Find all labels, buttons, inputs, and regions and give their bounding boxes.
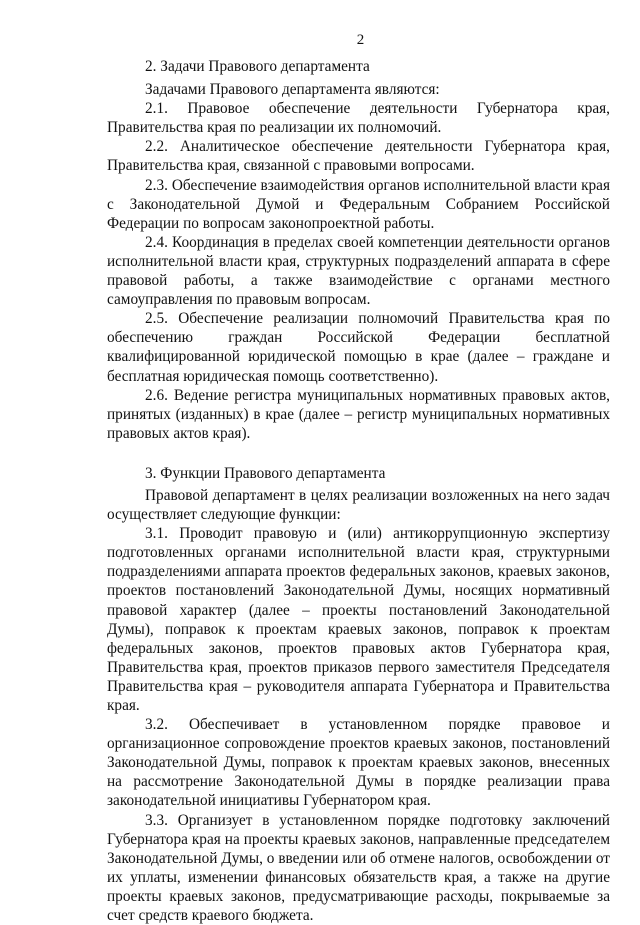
paragraph-2-2: 2.2. Аналитическое обеспечение деятельности Губернатора края, Правительства края, связанной с правовыми вопросами. xyxy=(107,138,610,175)
section-2-intro: Задачами Правового департамента являются: xyxy=(145,81,440,99)
paragraph-3-1: 3.1. Проводит правовую и (или) антикоррупционную экспертизу подготовленных органами исполнительной власти края, структурными подразделениями аппарата проектов федеральных законов, краевых законов, проектов постановлений Законодательной Думы, носящих нормативный правовой характер (далее – проекты постановлений Законодательной Думы), поправок к проектам краевых законов, поправок к проектам федеральных законов, проектов правовых актов Губернатора края, Правительства края, проектов приказов первого заместителя Председателя Правительства края – руководителя аппарата Губернатора и Правительства края. xyxy=(107,525,610,714)
section-3-heading: 3. Функции Правового департамента xyxy=(145,464,386,482)
paragraph-2-1: 2.1. Правовое обеспечение деятельности Губернатора края, Правительства края по реализации их полномочий. xyxy=(107,100,610,137)
paragraph-2-3: 2.3. Обеспечение взаимодействия органов исполнительной власти края с Законодательной Думой и Федеральным Собранием Российской Федерации по вопросам законопроектной работы. xyxy=(107,176,610,232)
section-3 xyxy=(107,464,610,925)
section-3-intro: Правовой департамент в целях реализации возложенных на него задач осуществляет следующие функции: xyxy=(107,486,610,524)
document-page xyxy=(107,30,610,925)
paragraph-2-6: 2.6. Ведение регистра муниципальных нормативных правовых актов, принятых (изданных) в крае (далее – регистр муниципальных нормативных правовых актов края). xyxy=(107,386,610,442)
paragraph-2-4: 2.4. Координация в пределах своей компетенции деятельности органов исполнительной власти края, структурных подразделений аппарата в сфере правовой работы, а также взаимодействие с органами местного самоуправления по правовым вопросам. xyxy=(107,233,610,309)
section-2 xyxy=(107,57,610,443)
page-number: 2 xyxy=(356,32,365,48)
paragraph-2-5: 2.5. Обеспечение реализации полномочий Правительства края по обеспечению граждан Российской Федерации бесплатной квалифицированной юридической помощью в крае (далее – граждане и бесплатная юридическая помощь соответственно). xyxy=(107,310,610,385)
paragraph-3-3: 3.3. Организует в установленном порядке подготовку заключений Губернатора края на проекты краевых законов, направленные председателем Законодательной Думы, о введении или об отмене налогов, освобождении от их уплаты, изменении финансовых обязательств края, а также на другие проекты краевых законов, предусматривающие расходы, покрываемые за счет средств краевого бюджета. xyxy=(107,811,610,925)
paragraph-3-2: 3.2. Обеспечивает в установленном порядке правовое и организационное сопровождение проектов краевых законов, постановлений Законодательной Думы, поправок к проектам краевых законов, внесенных на рассмотрение Законодательной Думы в порядке реализации права законодательной инициативы Губернатором края. xyxy=(107,716,610,810)
section-2-heading: 2. Задачи Правового департамента xyxy=(145,58,370,75)
